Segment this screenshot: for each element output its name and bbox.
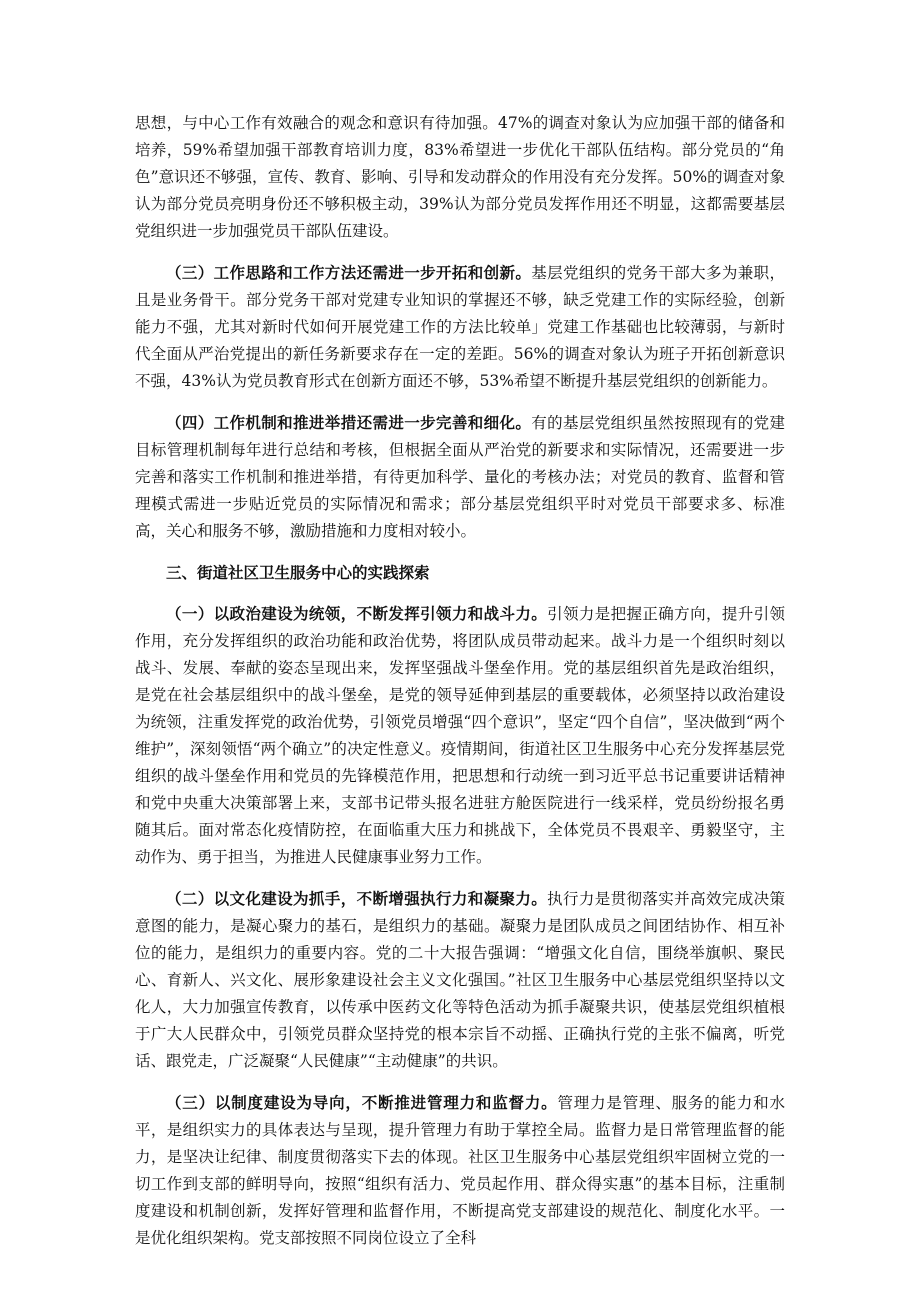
paragraph-2-text: 基层党组织的党务干部大多为兼职，且是业务骨干。部分党务干部对党建专业知识的掌握还不够，缺乏党建工作的实际经验，创新能力不强，尤其对新时代如何开展党建工作的方法比较单」党建工作基础也比较薄弱，与新时代全面从严治党提出的新任务新要求存在一定的差距。56%的调查对象认为班子开拓创新意识不强，43%认为党员教育形式在创新方面还不够，53%希望不断提升基层党组织的创新能力。: [135, 264, 785, 390]
paragraph-4-lead: （一）以政治建设为统领，不断发挥引领力和战斗力。: [166, 604, 548, 623]
paragraph-6-text: 管理力是管理、服务的能力和水平，是组织实力的具体表达与呈现，提升管理力有助于掌控全局。监督力是日常管理监督的能力，是坚决让纪律、制度贯彻落实下去的体现。社区卫生服务中心基层党组织牢固树立党的一切工作到支部的鲜明导向，按照“组织有活力、党员起作用、群众得实惠”的基本目标，注重制度建设和机制创新，发挥好管理和监督作用，不断提高党支部建设的规范化、制度化水平。一是优化组织架构。党支部按照不同岗位设立了全科: [135, 1094, 785, 1247]
paragraph-4: [135, 600, 785, 871]
paragraph-1: [135, 110, 785, 245]
paragraph-4-text: 引领力是把握正确方向，提升引领作用，充分发挥组织的政治功能和政治优势，将团队成员带动起来。战斗力是一个组织时刻以战斗、发展、奉献的姿态呈现出来，发挥坚强战斗堡垒作用。党的基层组织首先是政治组织，是党在社会基层组织中的战斗堡垒，是党的领导延伸到基层的重要载体，必须坚持以政治建设为统领，注重发挥党的政治优势，引领党员增强“四个意识”，坚定“四个自信”，坚决做到“两个维护”，深刻领悟“两个确立”的决定性意义。疫情期间，街道社区卫生服务中心充分发挥基层党组织的战斗堡垒作用和党员的先锋模范作用，把思想和行动统一到习近平总书记重要讲话精神和党中央重大决策部署上来，支部书记带头报名进驻方舱医院进行一线采样，党员纷纷报名勇随其后。面对常态化疫情防控，在面临重大压力和挑战下，全体党员不畏艰辛、勇毅坚守，主动作为、勇于担当，为推进人民健康事业努力工作。: [135, 605, 785, 866]
paragraph-1-text: 思想，与中心工作有效融合的观念和意识有待加强。47%的调查对象认为应加强干部的储备和培养，59%希望加强干部教育培训力度，83%希望进一步优化干部队伍结构。部分党员的“角色”意识还不够强，宣传、教育、影响、引导和发动群众的作用没有充分发挥。50%的调查对象认为部分党员亮明身份还不够积极主动，39%认为部分党员发挥作用还不明显，这都需要基层党组织进一步加强党员干部队伍建设。: [135, 114, 785, 240]
paragraph-5-lead: （二）以文化建设为抓手，不断增强执行力和凝聚力。: [166, 889, 548, 908]
paragraph-3: [135, 409, 785, 545]
paragraph-2: [135, 259, 785, 395]
paragraph-3-text: 有的基层党组织虽然按照现有的党建目标管理机制每年进行总结和考核，但根据全面从严治党的新要求和实际情况，还需要进一步完善和落实工作机制和推进举措，有待更加科学、量化的考核办法；对党员的教育、监督和管理模式需进一步贴近党员的实际情况和需求；部分基层党组织平时对党员干部要求多、标准高，关心和服务不够，激励措施和力度相对较小。: [135, 414, 785, 540]
paragraph-2-lead: （三）工作思路和工作方法还需进一步开拓和创新。: [166, 263, 532, 282]
paragraph-6: [135, 1089, 785, 1252]
paragraph-6-lead: （三）以制度建设为导向，不断推进管理力和监督力。: [166, 1093, 558, 1112]
paragraph-5-text: 执行力是贯彻落实并高效完成决策意图的能力，是凝心聚力的基石，是组织力的基础。凝聚力是团队成员之间团结协作、相互补位的能力，是组织力的重要内容。党的二十大报告强调：“增强文化自信，围绕举旗帜、聚民心、育新人、兴文化、展形象建设社会主义文化强国。”社区卫生服务中心基层党组织坚持以文化人，大力加强宣传教育，以传承中医药文化等特色活动为抓手凝聚共识，使基层党组织植根于广大人民群众中，引领党员群众坚持党的根本宗旨不动摇、正确执行党的主张不偏离，听党话、跟党走，广泛凝聚“人民健康”“主动健康”的共识。: [135, 890, 785, 1070]
paragraph-3-lead: （四）工作机制和推进举措还需进一步完善和细化。: [166, 413, 532, 432]
section-heading: 三、街道社区卫生服务中心的实践探索: [166, 563, 430, 582]
paragraph-5: [135, 885, 785, 1075]
